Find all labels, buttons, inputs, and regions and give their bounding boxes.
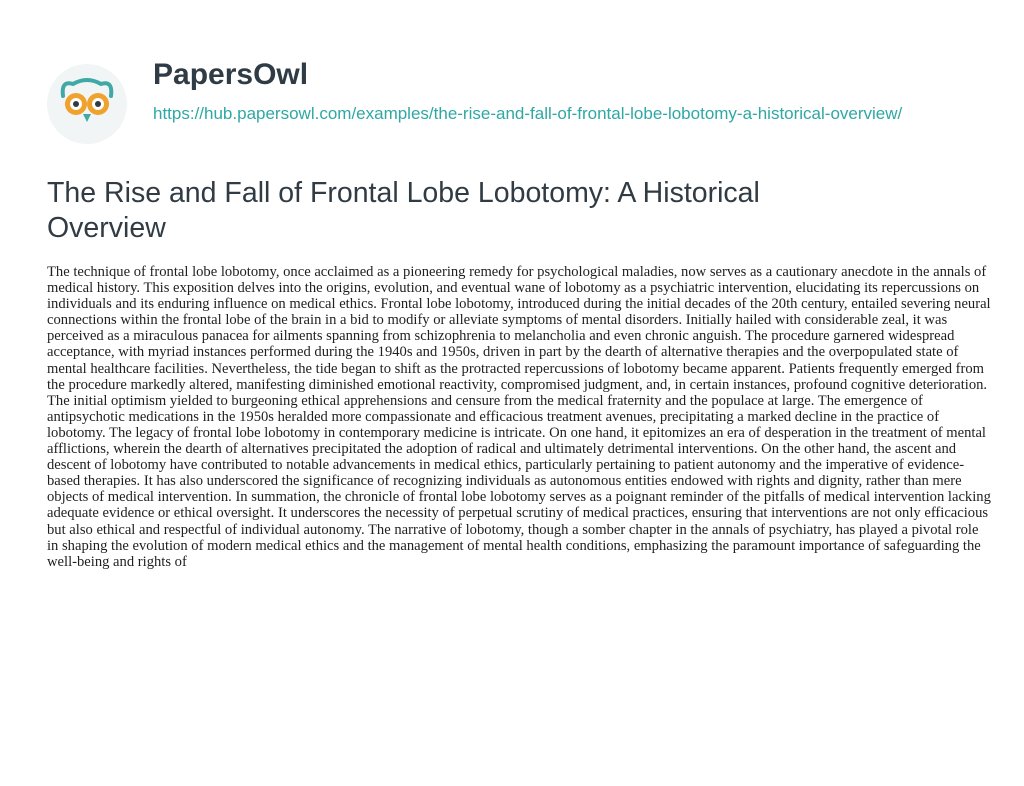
owl-logo-icon[interactable] [47,64,127,144]
source-url-link[interactable]: https://hub.papersowl.com/examples/the-rise-and-fall-of-frontal-lobe-lobotomy-a-historical-overview/ [153,104,903,123]
owl-logo-graphic [55,74,119,134]
article-body: The technique of frontal lobe lobotomy, once acclaimed as a pioneering remedy for psychological maladies, now serves as a cautionary anecdote in the annals of medical history. This exposition delves into the origins, evolution, and eventual wane of lobotomy as a psychiatric intervention, elucidating its repercussions on individuals and its enduring influence on medical ethics. Frontal lobe lobotomy, introduced during the initial decades of the 20th century, entailed severing neural connections within the frontal lobe of the brain in a bid to modify or alleviate symptoms of mental disorders. Initially hailed with considerable zeal, it was perceived as a miraculous panacea for ailments spanning from schizophrenia to melancholia and even chronic anguish. The procedure garnered widespread acceptance, with myriad instances performed during the 1940s and 1950s, driven in part by the dearth of alternative therapies and the overpopulated state of mental healthcare facilities. Nevertheless, the tide began to shift as the protracted repercussions of lobotomy became apparent. Patients frequently emerged from the procedure markedly altered, manifesting diminished emotional reactivity, compromised judgment, and, in certain instances, profound cognitive deterioration. The initial optimism yielded to burgeoning ethical apprehensions and censure from the medical fraternity and the populace at large. The emergence of antipsychotic medications in the 1950s heralded more compassionate and efficacious treatment avenues, precipitating a marked decline in the practice of lobotomy. The legacy of frontal lobe lobotomy in contemporary medicine is intricate. On one hand, it epitomizes an era of desperation in the treatment of mental afflictions, wherein the dearth of alternatives precipitated the adoption of radical and ultimately detrimental interventions. On the other hand, the ascent and descent of lobotomy have contributed to notable advancements in medical ethics, particularly pertaining to patient autonomy and the imperative of evidence-based therapies. It has also underscored the significance of recognizing individuals as autonomous entities endowed with rights and dignity, rather than mere objects of medical intervention. In summation, the chronicle of frontal lobe lobotomy serves as a poignant reminder of the pitfalls of medical intervention lacking adequate evidence or ethical oversight. It underscores the necessity of perpetual scrutiny of medical practices, ensuring that interventions are not only efficacious but also ethical and respectful of individual autonomy. The narrative of lobotomy, though a somber chapter in the annals of psychiatry, has played a pivotal role in shaping the evolution of modern medical ethics and the management of mental health conditions, emphasizing the paramount importance of safeguarding the well-being and rights of [47,264,991,570]
brand-name[interactable]: PapersOwl [153,58,309,91]
article-title: The Rise and Fall of Frontal Lobe Lobotomy: A Historical Overview [47,177,760,244]
